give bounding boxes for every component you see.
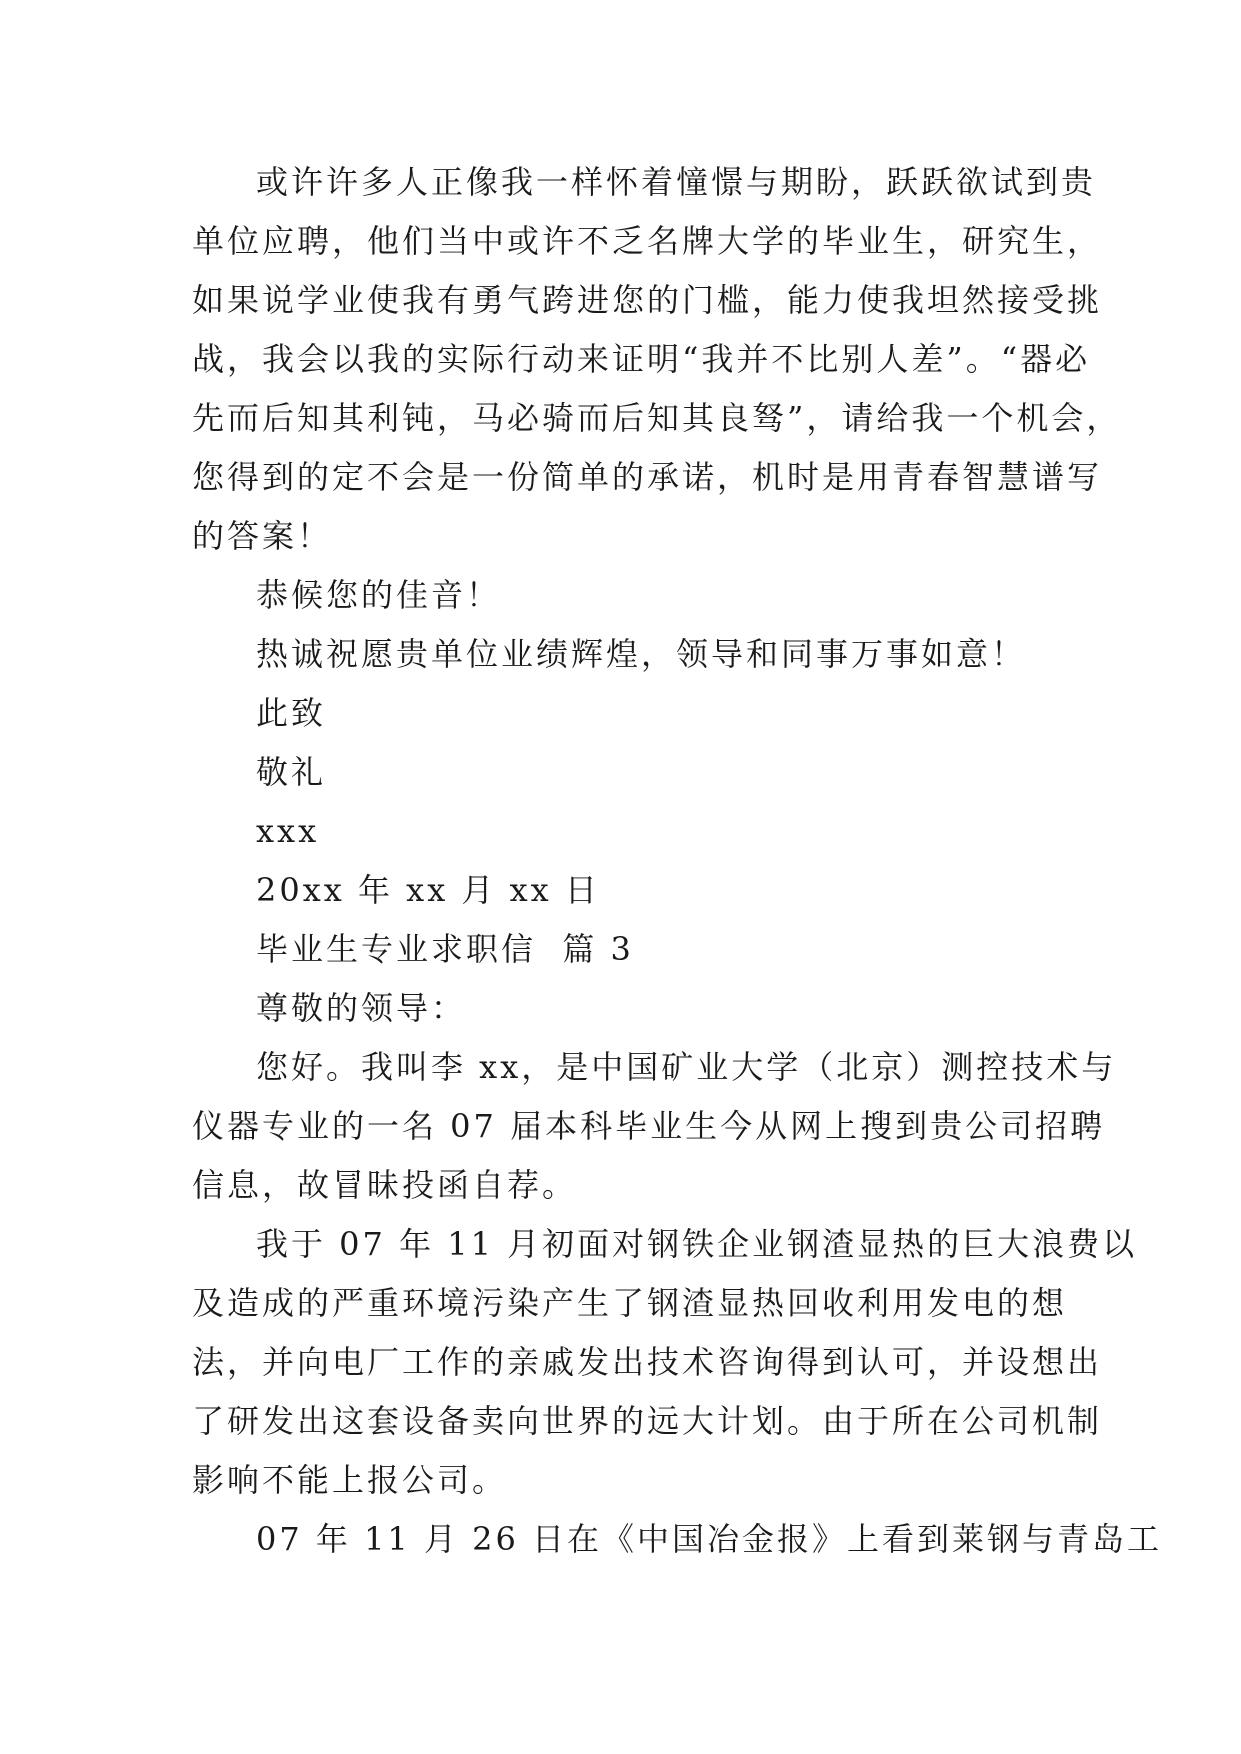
- paragraph-line: 或许许多人正像我一样怀着憧憬与期盼，跃跃欲试到贵: [256, 163, 1097, 201]
- paragraph-line: 我于 07 年 11 月初面对钢铁企业钢渣显热的巨大浪费以: [256, 1225, 1138, 1263]
- paragraph-line: 仪器专业的一名 07 届本科毕业生今从网上搜到贵公司招聘: [192, 1107, 1106, 1145]
- letter-greeting: 尊敬的领导：: [256, 989, 467, 1027]
- paragraph-line: 先而后知其利钝，马必骑而后知其良驽”，请给我一个机会，: [192, 399, 1122, 437]
- salutation-jing-li: 敬礼: [256, 753, 327, 791]
- salutation-ci-zhi: 此致: [256, 694, 327, 732]
- paragraph-line: 法，并向电厂工作的亲戚发出技术咨询得到认可，并设想出: [192, 1343, 1103, 1381]
- paragraph-line: 的答案！: [192, 517, 333, 555]
- paragraph-line: 单位应聘，他们当中或许不乏名牌大学的毕业生，研究生，: [192, 222, 1103, 260]
- paragraph-line: 如果说学业使我有勇气跨进您的门槛，能力使我坦然接受挑: [192, 281, 1103, 319]
- paragraph-line: 战，我会以我的实际行动来证明“我并不比别人差”。“器必: [192, 340, 1091, 378]
- paragraph-line: 及造成的严重环境污染产生了钢渣显热回收利用发电的想: [192, 1284, 1068, 1322]
- closing-wish: 恭候您的佳音！: [256, 576, 502, 614]
- paragraph-line: 07 年 11 月 26 日在《中国冶金报》上看到莱钢与青岛工: [256, 1520, 1163, 1558]
- section-heading: 毕业生专业求职信 篇 3: [256, 930, 634, 968]
- paragraph-line: 影响不能上报公司。: [192, 1461, 508, 1499]
- signature-name: xxx: [256, 812, 320, 850]
- paragraph-line: 信息，故冒昧投函自荐。: [192, 1166, 578, 1204]
- signature-date: 20xx 年 xx 月 xx 日: [256, 871, 600, 909]
- paragraph-line: 您好。我叫李 xx，是中国矿业大学（北京）测控技术与: [256, 1048, 1117, 1086]
- closing-blessing: 热诚祝愿贵单位业绩辉煌，领导和同事万事如意！: [256, 635, 1027, 673]
- paragraph-line: 了研发出这套设备卖向世界的远大计划。由于所在公司机制: [192, 1402, 1103, 1440]
- paragraph-line: 您得到的定不会是一份简单的承诺，机时是用青春智慧谱写: [192, 458, 1103, 496]
